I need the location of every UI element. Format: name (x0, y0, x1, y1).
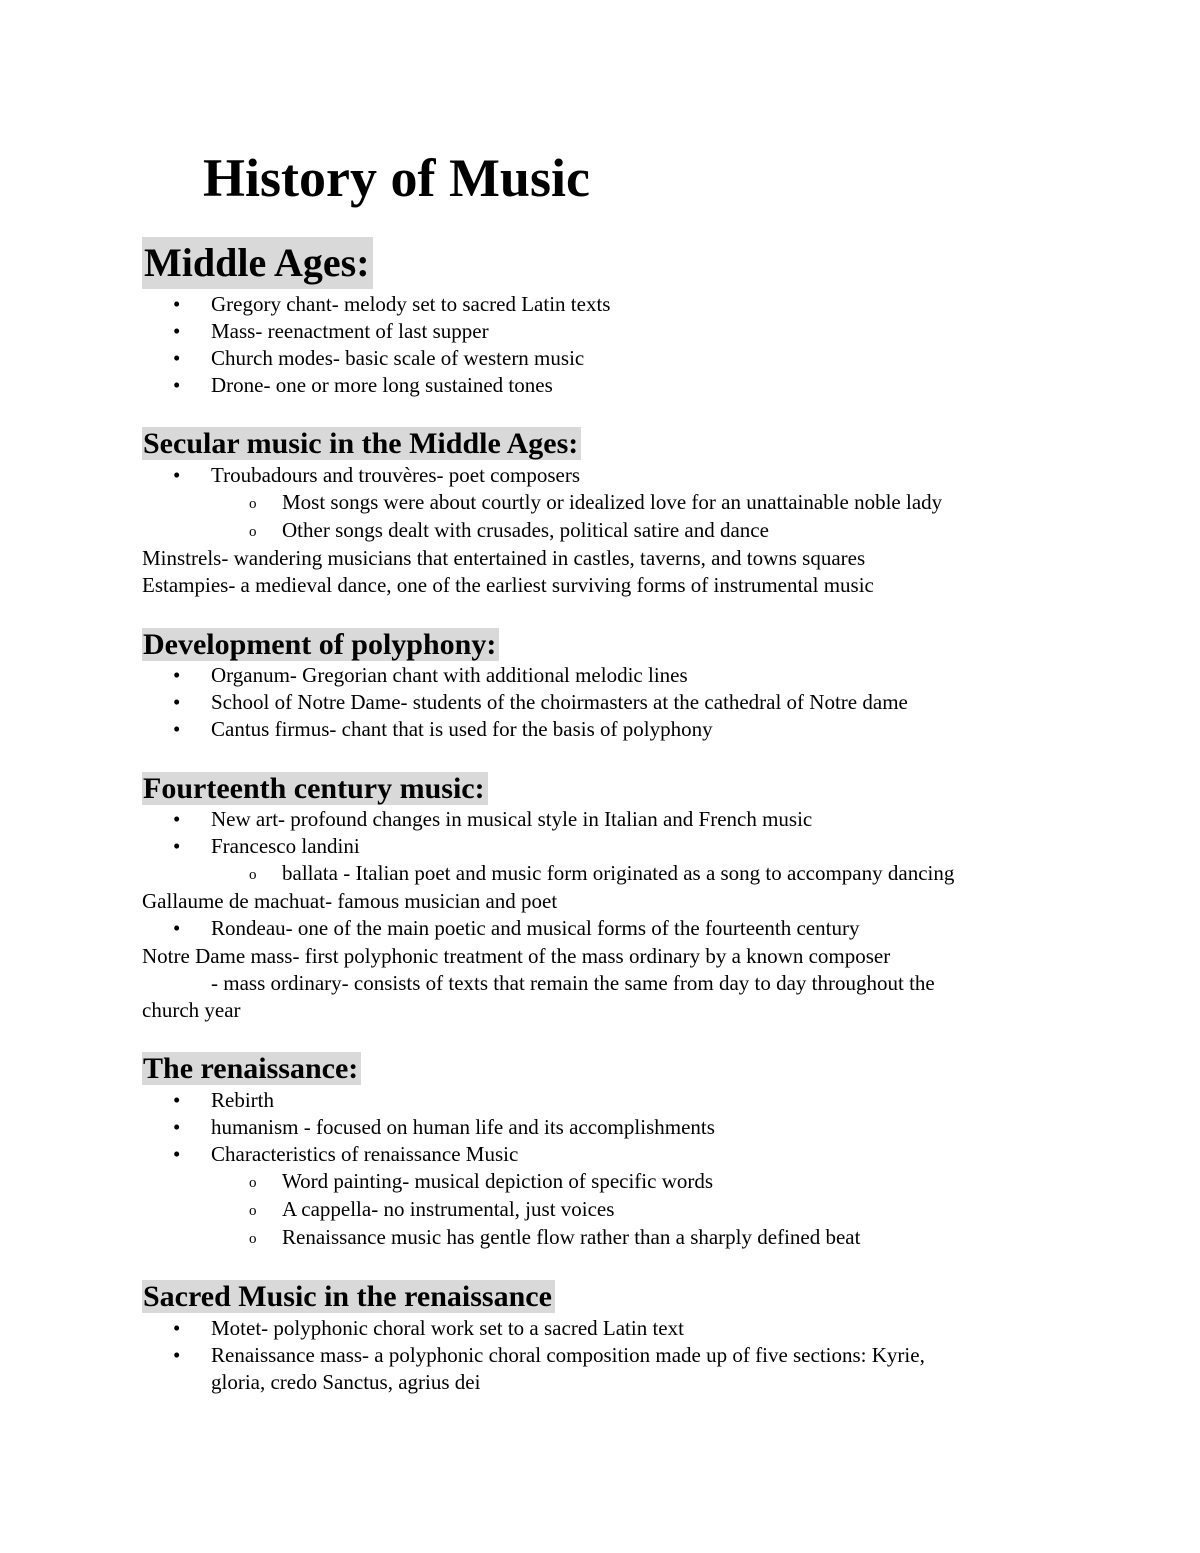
list-item: Cantus firmus- chant that is used for the basis of polyphony (211, 717, 713, 741)
sub-bullet: o (249, 1231, 257, 1247)
sub-list-item: Word painting- musical depiction of specific words (282, 1169, 714, 1193)
heading-middle-ages: Middle Ages: (142, 237, 373, 289)
sub-bullet: o (249, 496, 257, 512)
sub-list-item: Other songs dealt with crusades, political satire and dance (282, 518, 769, 542)
bullet: • (173, 1142, 181, 1166)
sub-list-item: Most songs were about courtly or idealized love for an unattainable noble lady (282, 490, 943, 514)
heading-secular-music: Secular music in the Middle Ages: (142, 427, 581, 460)
list-item: Mass- reenactment of last supper (211, 319, 489, 343)
list-item-continuation: gloria, credo Sanctus, agrius dei (211, 1370, 481, 1394)
list-item: Gregory chant- melody set to sacred Latin texts (211, 292, 611, 316)
list-item: School of Notre Dame- students of the choirmasters at the cathedral of Notre dame (211, 690, 908, 714)
bullet: • (173, 1088, 181, 1112)
list-item: Troubadours and trouvères- poet composers (211, 463, 580, 487)
sub-list-item: A cappella- no instrumental, just voices (282, 1197, 615, 1221)
text-line: Gallaume de machuat- famous musician and poet (142, 889, 558, 913)
sub-bullet: o (249, 1203, 257, 1219)
list-item: Church modes- basic scale of western music (211, 346, 585, 370)
text-line: Notre Dame mass- first polyphonic treatment of the mass ordinary by a known composer (142, 944, 891, 968)
bullet: • (173, 663, 181, 687)
list-item: humanism - focused on human life and its accomplishments (211, 1115, 715, 1139)
text-line: Minstrels- wandering musicians that entertained in castles, taverns, and towns squares (142, 546, 866, 570)
list-item: Rondeau- one of the main poetic and musical forms of the fourteenth century (211, 916, 860, 940)
bullet: • (173, 807, 181, 831)
text-line: Estampies- a medieval dance, one of the earliest surviving forms of instrumental music (142, 573, 874, 597)
sub-list-item: ballata - Italian poet and music form originated as a song to accompany dancing (282, 861, 955, 885)
bullet: • (173, 717, 181, 741)
list-item: Francesco landini (211, 834, 360, 858)
bullet: • (173, 1343, 181, 1367)
bullet: • (173, 292, 181, 316)
text-line: - mass ordinary- consists of texts that remain the same from day to day throughout the (211, 971, 935, 995)
list-item: New art- profound changes in musical style in Italian and French music (211, 807, 813, 831)
bullet: • (173, 690, 181, 714)
list-item: Drone- one or more long sustained tones (211, 373, 553, 397)
bullet: • (173, 373, 181, 397)
heading-fourteenth-century-music: Fourteenth century music: (142, 772, 488, 805)
list-item: Characteristics of renaissance Music (211, 1142, 519, 1166)
heading-development-of-polyphony: Development of polyphony: (142, 628, 499, 661)
list-item: Organum- Gregorian chant with additional melodic lines (211, 663, 688, 687)
bullet: • (173, 1316, 181, 1340)
sub-bullet: o (249, 524, 257, 540)
bullet: • (173, 834, 181, 858)
list-item: Rebirth (211, 1088, 274, 1112)
text-line: church year (142, 998, 241, 1022)
bullet: • (173, 346, 181, 370)
sub-bullet: o (249, 867, 257, 883)
document-title: History of Music (203, 148, 590, 208)
bullet: • (173, 916, 181, 940)
heading-the-renaissance: The renaissance: (142, 1052, 361, 1085)
list-item: Motet- polyphonic choral work set to a sacred Latin text (211, 1316, 684, 1340)
sub-bullet: o (249, 1175, 257, 1191)
sub-list-item: Renaissance music has gentle flow rather than a sharply defined beat (282, 1225, 861, 1249)
bullet: • (173, 463, 181, 487)
bullet: • (173, 1115, 181, 1139)
bullet: • (173, 319, 181, 343)
list-item: Renaissance mass- a polyphonic choral composition made up of five sections: Kyrie, (211, 1343, 925, 1367)
heading-sacred-music: Sacred Music in the renaissance (142, 1280, 555, 1313)
